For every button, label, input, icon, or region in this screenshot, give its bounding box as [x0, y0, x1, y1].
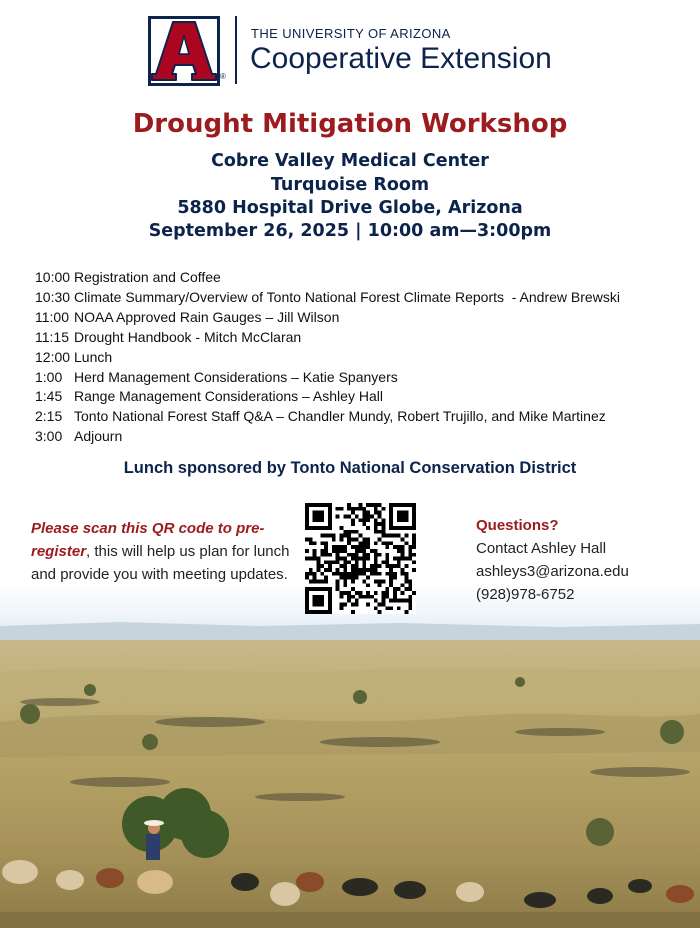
agenda-item: Lunch	[74, 348, 113, 365]
agenda-time: 1:00	[35, 368, 63, 385]
agenda-item: Tonto National Forest Staff Q&A – Chandler Mundy, Robert Trujillo, and Mike Martinez	[74, 408, 606, 425]
registration-emphasis: Please scan this QR code to pre-register	[31, 520, 265, 560]
agenda-item: Drought Handbook - Mitch McClaran	[74, 328, 302, 345]
questions-heading: Questions?	[476, 517, 559, 534]
agenda-item: Range Management Considerations – Ashley Hall	[74, 388, 383, 405]
contact-email[interactable]: ashleys3@arizona.edu	[476, 563, 629, 580]
agenda-item: Registration and Coffee	[74, 269, 221, 285]
header	[148, 14, 568, 86]
registration-text: , this will help us plan for lunch and provide you with meeting updates.	[31, 543, 290, 583]
agenda-time: 2:15	[35, 408, 63, 425]
agenda-item: Climate Summary/Overview of Tonto National Forest Climate Reports - Andrew Brewski	[74, 288, 620, 305]
agenda-item: Adjourn	[74, 428, 123, 445]
agenda-row	[35, 328, 675, 348]
agenda-row	[35, 308, 675, 328]
contact-block	[476, 514, 629, 606]
registered-mark: ®	[220, 72, 226, 81]
agenda-row	[35, 427, 675, 447]
agenda-row	[35, 348, 675, 368]
agenda-list	[35, 268, 675, 447]
contact-name: Contact Ashley Hall	[476, 540, 607, 557]
agenda-time: 10:00	[35, 269, 71, 285]
header-divider	[235, 16, 237, 84]
agenda-time: 11:00	[35, 308, 69, 325]
event-address: 5880 Hospital Drive Globe, Arizona	[177, 198, 523, 218]
agenda-time: 10:30	[35, 288, 71, 305]
lunch-sponsor: Lunch sponsored by Tonto National Conservation District	[123, 459, 577, 477]
agenda-time: 12:00	[35, 348, 71, 365]
university-a-logo-icon	[148, 16, 220, 86]
agenda-item: Herd Management Considerations – Katie Spanyers	[74, 368, 398, 385]
agenda-item: NOAA Approved Rain Gauges – Jill Wilson	[74, 308, 340, 325]
agenda-row	[35, 368, 675, 388]
agenda-row	[35, 268, 675, 288]
event-venue: Cobre Valley Medical Center	[211, 151, 489, 171]
event-room: Turquoise Room	[270, 175, 430, 195]
unit-name: Cooperative Extension	[250, 42, 552, 75]
agenda-time: 1:45	[35, 388, 63, 405]
agenda-row	[35, 288, 675, 308]
registration-note	[31, 517, 291, 586]
event-datetime: September 26, 2025 | 10:00 am—3:00pm	[148, 221, 552, 241]
agenda-time: 11:15	[35, 328, 69, 345]
agenda-time: 3:00	[35, 428, 63, 445]
university-name: THE UNIVERSITY OF ARIZONA	[251, 26, 451, 41]
rangeland-cattle-photo	[0, 582, 700, 928]
qr-code[interactable]	[305, 503, 416, 614]
agenda-row	[35, 407, 675, 427]
event-title: Drought Mitigation Workshop	[132, 109, 568, 139]
contact-phone[interactable]: (928)978-6752	[476, 586, 575, 603]
agenda-row	[35, 387, 675, 407]
